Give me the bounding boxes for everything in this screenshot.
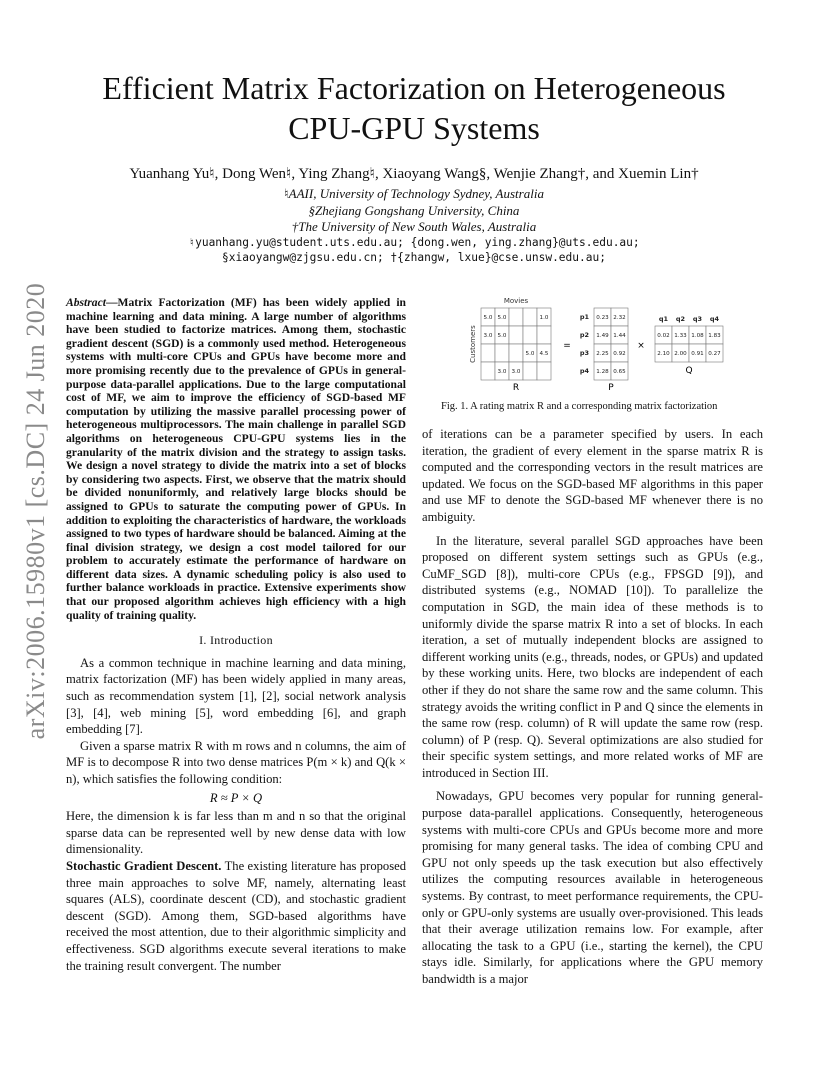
affiliation-1: ♮AAII, University of Technology Sydney, Australia [284, 186, 544, 201]
matrix-q-col-label: q3 [692, 315, 703, 323]
matrix-p-row-label: p1 [579, 313, 589, 322]
matrix-p-cell-value: 1.44 [613, 333, 626, 340]
matrix-q-cell-value: 2.00 [674, 351, 687, 358]
matrix-p-cell-value: 0.92 [613, 351, 626, 358]
affiliation-3: †The University of New South Wales, Australia [291, 219, 537, 234]
intro-paragraph-1: As a common technique in machine learning and data mining, matrix factorization (MF) has been widely applied in many areas, such as recommendation system [1], [2], social network analysis [3], [4], web mining [5], word embedding [6], and graph embedding [7]. [66, 655, 406, 737]
matrix-q-cell-value: 0.27 [708, 351, 721, 358]
matrix-p-cell-value: 0.23 [596, 315, 609, 322]
matrix-r-cell [523, 308, 537, 326]
abstract-text: —Matrix Factorization (MF) has been widely applied in machine learning and data mining. A large number of algorithms have been studied to factorize matrices. Among them, stochastic gradient descent (SGD) is a commonly used method. Heterogeneous systems with multi-core CPUs and GPUs have become more and more promising recently due to the prevalence of GPUs in general-purpose data-parallel applications. Due to the large computational cost of MF, we aim to improve the efficiency of SGD-based MF computation by utilizing the massive parallel processing power of heterogeneous multiprocessors. The main challenge in parallel SGD algorithms on heterogeneous CPU-GPU systems lies in the granularity of the matrix division and the strategy to assign tasks. We design a novel strategy to divide the matrix into a set of blocks by considering two aspects. First, we observe that the matrix should be divided nonuniformly, and relatively large blocks should be assigned to GPUs to saturate the computing power of GPUs. In addition to exploiting the characteristics of hardware, the workloads assigned to two types of hardware should be balanced. Aiming at the final division strategy, we design a cost model tailored for our problem to accurately estimate the performance of hardware on different data sizes. A dynamic scheduling policy is also used to further balance workloads in practice. Extensive experiments show that our proposed algorithm achieves high efficiency with a high quality of training quality. [66, 296, 406, 622]
matrix-r-cell-value: 3.0 [483, 333, 493, 340]
matrix-p-cell-value: 1.28 [596, 369, 609, 376]
affiliation-2: §Zhejiang Gongshang University, China [308, 203, 520, 218]
abstract [66, 296, 406, 622]
matrix-q-cell-value: 0.91 [691, 351, 704, 358]
matrix-r-cell [523, 362, 537, 380]
figure-matrix-factorization [450, 296, 750, 400]
left-column [66, 296, 406, 974]
matrix-p-cell-value: 0.65 [613, 369, 626, 376]
matrix-q-cell-value: 1.08 [691, 333, 704, 340]
matrix-r-cell-value: 5.0 [483, 315, 493, 322]
matrix-q-col-label: q2 [675, 315, 686, 323]
intro-paragraph-3: Here, the dimension k is far less than m and n so that the original sparse data can be represented well by new dense data with low dimensionality. [66, 809, 406, 857]
right-paragraph-1: of iterations can be a parameter specified by users. In each iteration, the gradient of every element in the sparse matrix R is computed and the corresponding vectors in the result matrices are updated. We focus on the SGD-based MF algorithms in this paper and use MF to denote the SGD-based MF whenever there is no ambiguity. [422, 427, 763, 524]
matrix-p-label: P [608, 383, 614, 393]
title-line-1: Efficient Matrix Factorization on Heterogeneous [102, 70, 726, 106]
matrix-p-cell-value: 1.49 [596, 333, 609, 340]
matrix-r-cell [523, 326, 537, 344]
section-heading-introduction: I. Introduction [199, 633, 273, 648]
intro-paragraph-4 [66, 858, 406, 974]
matrix-r-cell [481, 344, 495, 362]
matrix-q-cell-value: 1.33 [674, 333, 687, 340]
matrix-r-cell [537, 326, 551, 344]
times-sign: × [637, 341, 645, 351]
matrix-p-row-label: p4 [579, 367, 589, 376]
figure-caption: Fig. 1. A rating matrix R and a corresponding matrix factorization [441, 401, 718, 412]
equation: R ≈ P × Q [209, 790, 263, 805]
matrix-r-cell [537, 362, 551, 380]
matrix-r-cell-value: 5.0 [497, 315, 507, 322]
right-paragraph-3: Nowadays, GPU becomes very popular for running general-purpose data-parallel applications. Consequently, heterogeneous systems with multi-core CPUs and GPUs become more and more promising for many general tasks. The idea of combing CPU and GPU not only speeds up the task execution but also effectively utilizes the computing resources available in heterogeneous systems. By contrast, to meet performance requirements, the CPU-only or GPU-only systems are usually over-provisioned. This leads that their average utilization remains low. For example, after allocating the task to a GPU (i.e., starting the kernel), the CPU stays idle. Similarly, for applications where the GPU memory bandwidth is a major [422, 789, 763, 986]
matrix-q [655, 315, 723, 362]
matrix-q-col-label: q4 [709, 315, 720, 323]
matrix-r-cell [495, 344, 509, 362]
matrix-p-row-label: p3 [579, 349, 589, 358]
customers-label: Customers [469, 325, 477, 363]
email-line-2: §xiaoyangw@zjgsu.edu.cn; †{zhangw, lxue}@cse.unsw.edu.au; [222, 251, 606, 264]
matrix-r-cell [509, 308, 523, 326]
matrix-r [481, 308, 551, 380]
author-list: Yuanhang Yu♮, Dong Wen♮, Ying Zhang♮, Xiaoyang Wang§, Wenjie Zhang†, and Xuemin Lin† [129, 166, 699, 182]
matrix-q-cell-value: 2.10 [657, 351, 670, 358]
matrix-p-cell-value: 2.32 [613, 315, 626, 322]
matrix-r-cell-value: 5.0 [525, 351, 535, 358]
sgd-text: The existing literature has proposed three main approaches to solve MF, namely, alternating least squares (ALS), coordinate descent (CD), and stochastic gradient descent (SGD). Among them, SGD-based algorithms have received the most attention, due to their algorithmic simplicity and effectiveness. SGD algorithms execute several iterations to make the training result convergent. The number [66, 858, 406, 973]
equals-sign: = [563, 341, 571, 351]
matrix-r-cell-value: 4.5 [539, 351, 549, 358]
matrix-r-cell-value: 5.0 [497, 333, 507, 340]
abstract-label: Abstract [66, 296, 106, 309]
matrix-p-cell-value: 2.25 [596, 351, 609, 358]
right-column [422, 426, 763, 988]
matrix-r-cell-value: 1.0 [539, 315, 549, 322]
arxiv-identifier[interactable]: arXiv:2006.15980v1 [cs.DC] 24 Jun 2020 [21, 282, 50, 740]
matrix-r-cell [481, 362, 495, 380]
movies-label: Movies [503, 297, 529, 305]
matrix-q-cell-value: 1.83 [708, 333, 721, 340]
matrix-r-cell-value: 3.0 [497, 369, 507, 376]
email-line-1: ♮yuanhang.yu@student.uts.edu.au; {dong.wen, ying.zhang}@uts.edu.au; [188, 236, 640, 249]
right-paragraph-2: In the literature, several parallel SGD approaches have been proposed on different system settings such as GPUs (e.g., CuMF_SGD [8]), multi-core CPUs (e.g., FPSGD [9]), and distributed systems (e.g., NOMAD [10]). To parallelize the computation in SGD, the main idea of these methods is to uniformly divide the sparse matrix R into a set of blocks. In each iteration, a set of mutually independent blocks are assigned to different working units (e.g., threads, nodes, or GPUs) and updated by these working units. Here, two blocks are independent of each other if they do not share the same row and the same column. This strategy avoids the writing conflict in P and Q since the elements in the same row (resp. column) of R will update the same row (resp. column) of P (resp. Q). Several optimizations are also studied for their specific system settings, and more related works of MF are introduced in Section III. [422, 533, 763, 780]
matrix-r-cell [509, 344, 523, 362]
matrix-r-cell-value: 3.0 [511, 369, 521, 376]
matrix-r-cell [509, 326, 523, 344]
matrix-q-col-label: q1 [658, 315, 669, 323]
intro-paragraph-2: Given a sparse matrix R with m rows and n columns, the aim of MF is to decompose R into two dense matrices P(m × k) and Q(k × n), which satisfies the following condition: [66, 738, 406, 786]
matrix-p [580, 308, 628, 380]
matrix-q-cell-value: 0.02 [657, 333, 670, 340]
paragraph-heading-sgd: Stochastic Gradient Descent. [66, 858, 222, 873]
title-line-2: CPU-GPU Systems [288, 110, 540, 146]
matrix-q-label: Q [685, 366, 693, 376]
paper-title [60, 68, 768, 148]
matrix-r-label: R [512, 383, 520, 393]
matrix-p-row-label: p2 [579, 331, 589, 340]
